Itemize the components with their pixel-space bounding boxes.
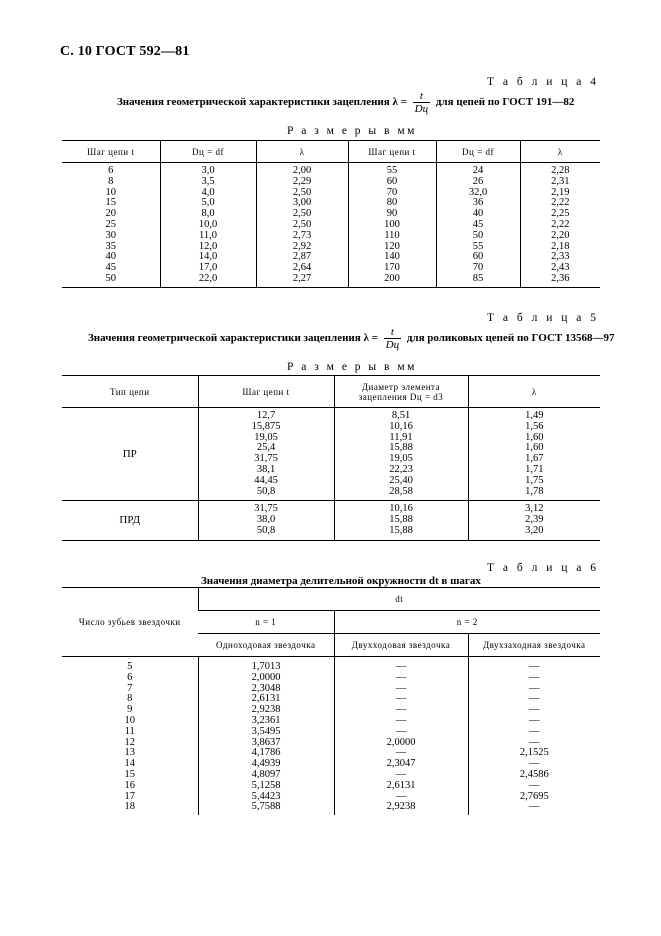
table-row	[62, 209, 600, 220]
table4-label: Т а б л и ц а 4	[486, 76, 599, 88]
table-value: 1,71	[525, 463, 544, 475]
table-row	[62, 501, 600, 540]
table-value: 3,20	[525, 524, 544, 536]
table-row	[62, 748, 600, 759]
table-cell: 60	[436, 252, 520, 263]
table-cell: 2,18	[520, 242, 600, 253]
table-cell-pitch	[198, 501, 334, 540]
table-cell: 2,22	[520, 198, 600, 209]
table-value: 1,60	[525, 442, 544, 454]
table-cell: 2,20	[520, 231, 600, 242]
t5-h-type: Тип цепи	[62, 376, 198, 408]
table-value: 19,05	[389, 453, 413, 465]
table-cell: 2,28	[520, 163, 600, 177]
table-value: 25,40	[389, 474, 413, 486]
table-cell: 2,6131	[198, 694, 334, 705]
table-cell: 35	[105, 240, 116, 252]
table-value: 10,16	[389, 420, 413, 432]
table5-frac-num: t	[390, 326, 394, 338]
table4-frac-num: t	[419, 90, 423, 102]
table-cell: 3,8637	[198, 738, 334, 749]
table-cell: 30	[105, 229, 116, 241]
table-value: 1,56	[525, 420, 544, 432]
table-cell: 22,0	[160, 274, 256, 287]
table6-body	[62, 657, 600, 816]
table-row	[62, 802, 600, 815]
table-cell: 2,4586	[468, 770, 600, 781]
table-cell: 2,19	[520, 188, 600, 199]
table-cell: —	[468, 781, 600, 792]
table-cell: 3,0	[160, 163, 256, 177]
table-cell: 6	[127, 671, 133, 683]
table-cell: 50	[62, 274, 160, 287]
t6-h-n1: n = 1	[198, 611, 334, 634]
table-cell: 170	[348, 263, 436, 274]
table-cell: 80	[348, 198, 436, 209]
table-row	[62, 792, 600, 803]
table-cell: —	[334, 684, 468, 695]
table-row	[62, 770, 600, 781]
table-cell: 8	[108, 175, 114, 187]
table-value: 15,88	[389, 524, 413, 536]
table4-fraction	[413, 90, 430, 115]
table-cell: 4,8097	[198, 770, 334, 781]
table-cell: 2,0000	[334, 738, 468, 749]
table-cell: 3,2361	[198, 716, 334, 727]
table-cell-diam	[334, 408, 468, 501]
table-value: 31,75	[254, 453, 278, 465]
table-row	[62, 408, 600, 501]
table-row	[62, 198, 600, 209]
table-cell: 55	[348, 163, 436, 177]
table-cell: 55	[436, 242, 520, 253]
table-value: 1,60	[525, 431, 544, 443]
table-cell: 200	[348, 274, 436, 287]
table-cell: —	[334, 705, 468, 716]
table-cell: 15	[124, 768, 135, 780]
table-row	[62, 274, 600, 287]
table-cell: 8,0	[160, 209, 256, 220]
table-row	[62, 694, 600, 705]
table-row	[62, 673, 600, 684]
table-cell: 2,00	[256, 163, 348, 177]
table6-caption: Значения диаметра делительной окружности dt в шагах	[201, 575, 481, 587]
table-cell: —	[468, 694, 600, 705]
table4-caption-after: для цепей по ГОСТ 191—82	[435, 96, 575, 109]
table-cell: 14,0	[160, 252, 256, 263]
table-cell: 36	[436, 198, 520, 209]
t6-h-double: Двухходовая звездочка	[334, 634, 468, 657]
table-cell-lambda	[468, 408, 600, 501]
table-value: 31,75	[254, 503, 278, 515]
table-cell: 10	[105, 186, 116, 198]
table-cell: 2,36	[520, 274, 600, 287]
table-cell: 17	[124, 790, 135, 802]
table-cell: 2,22	[520, 220, 600, 231]
table-cell: —	[468, 759, 600, 770]
table-value: 10,16	[389, 503, 413, 515]
table-cell: 2,43	[520, 263, 600, 274]
t4-h-lambda2: λ	[520, 141, 600, 163]
table-row	[62, 252, 600, 263]
table-value: 50,8	[256, 485, 276, 497]
table-cell: 2,33	[520, 252, 600, 263]
table4	[62, 140, 600, 288]
table-row	[62, 781, 600, 792]
table-cell: 7	[127, 682, 133, 694]
table5-caption	[88, 326, 615, 351]
table-cell: 8	[127, 693, 133, 705]
table-cell: 3,5	[160, 177, 256, 188]
table-cell: —	[468, 727, 600, 738]
table-cell: 26	[436, 177, 520, 188]
table-cell: 2,6131	[334, 781, 468, 792]
table4-caption-before: Значения геометрической характеристики зацепления λ =	[117, 96, 407, 109]
t4-h-pitch2: Шаг цепи t	[348, 141, 436, 163]
table-cell: 2,73	[256, 231, 348, 242]
table-cell: 13	[124, 747, 135, 759]
table-cell: 2,9238	[334, 802, 468, 815]
table-row	[62, 163, 600, 177]
table-value: 11,91	[389, 431, 413, 443]
table-row	[62, 220, 600, 231]
chain-type-cell: ПР	[62, 408, 198, 501]
table-cell: 2,25	[520, 209, 600, 220]
table-cell: 11	[124, 725, 135, 737]
table5-caption-after: для роликовых цепей по ГОСТ 13568—97	[406, 332, 615, 345]
table-value: 15,875	[251, 420, 281, 432]
table-value: 1,78	[525, 485, 544, 497]
table-row	[62, 716, 600, 727]
table-value: 38,1	[256, 463, 276, 475]
table-cell: 16	[124, 779, 135, 791]
table-cell-diam	[334, 501, 468, 540]
table-cell: —	[334, 792, 468, 803]
table-cell: 110	[348, 231, 436, 242]
table5-sizes: Р а з м е р ы в мм	[287, 361, 417, 373]
t6-h-n2: n = 2	[334, 611, 600, 634]
table-cell: 10,0	[160, 220, 256, 231]
table-cell-pitch	[198, 408, 334, 501]
chain-type-cell: ПРД	[62, 501, 198, 540]
table-cell: —	[468, 802, 600, 815]
table5-fraction	[384, 326, 401, 351]
table-value: 19,05	[254, 431, 278, 443]
table-cell: —	[468, 705, 600, 716]
table-cell: 70	[436, 263, 520, 274]
table-row	[62, 705, 600, 716]
table4-frac-den: Dц	[414, 103, 429, 115]
table-value: 1,75	[525, 474, 544, 486]
table-cell: 85	[436, 274, 520, 287]
table-cell: 40	[436, 209, 520, 220]
table-row	[62, 242, 600, 253]
table4-body	[62, 163, 600, 288]
table5	[62, 375, 600, 541]
table-cell: 2,87	[256, 252, 348, 263]
table-cell: —	[334, 716, 468, 727]
table-value: 28,58	[389, 485, 413, 497]
table-cell: 5,0	[160, 198, 256, 209]
table-cell: 24	[436, 163, 520, 177]
table-value: 15,88	[389, 442, 413, 454]
table6-label: Т а б л и ц а 6	[486, 562, 599, 574]
t4-h-d: Dц = df	[160, 141, 256, 163]
table-value: 44,45	[254, 474, 278, 486]
table-cell: 60	[348, 177, 436, 188]
table-cell: 14	[124, 758, 135, 770]
table-value: 1,49	[525, 410, 544, 421]
t5-h-diam: Диаметр элемента зацепления Dц = d3	[334, 376, 468, 408]
table-cell: 45	[105, 262, 116, 274]
table-cell-lambda	[468, 501, 600, 540]
table-cell: 4,4939	[198, 759, 334, 770]
table-cell: 2,31	[520, 177, 600, 188]
table-value: 2,39	[525, 514, 544, 526]
t4-h-lambda: λ	[256, 141, 348, 163]
table-cell: 2,50	[256, 188, 348, 199]
table-cell: —	[468, 673, 600, 684]
table-row	[62, 263, 600, 274]
table-cell: —	[334, 770, 468, 781]
table-value: 15,88	[389, 514, 413, 526]
t6-h-single: Одноходовая звездочка	[198, 634, 334, 657]
table-cell: 12,0	[160, 242, 256, 253]
table-cell: —	[334, 694, 468, 705]
table-row	[62, 188, 600, 199]
table-cell: 18	[124, 801, 135, 813]
table-cell: 4,0	[160, 188, 256, 199]
table-cell: —	[334, 727, 468, 738]
table5-frac-den: Dц	[385, 339, 400, 351]
table-cell: —	[334, 657, 468, 673]
table-cell: 5,7588	[198, 802, 334, 815]
table-cell: 17,0	[160, 263, 256, 274]
table-row	[62, 177, 600, 188]
table-cell: —	[334, 748, 468, 759]
t6-h-dt: dt	[198, 588, 600, 611]
table6	[62, 587, 600, 815]
table-value: 12,7	[256, 410, 276, 421]
table4-caption	[117, 90, 574, 115]
table-cell: 2,3047	[334, 759, 468, 770]
table-cell: 32,0	[436, 188, 520, 199]
table-cell: 2,3048	[198, 684, 334, 695]
table-row	[62, 231, 600, 242]
table-cell: 50	[436, 231, 520, 242]
table-value: 3,12	[525, 503, 544, 515]
table-cell: 90	[348, 209, 436, 220]
table5-label: Т а б л и ц а 5	[486, 312, 599, 324]
table-cell: 6	[108, 165, 114, 176]
t6-h-twostart: Двухзаходная звездочка	[468, 634, 600, 657]
table-cell: 2,7695	[468, 792, 600, 803]
table-cell: 2,50	[256, 220, 348, 231]
table-value: 22,23	[389, 463, 413, 475]
table-cell: 100	[348, 220, 436, 231]
table-cell: 5,1258	[198, 781, 334, 792]
table-value: 25,4	[256, 442, 276, 454]
table-cell: 120	[348, 242, 436, 253]
table-cell: 2,92	[256, 242, 348, 253]
table-cell: 1,7013	[198, 657, 334, 673]
t5-h-lambda: λ	[468, 376, 600, 408]
table-cell: 10	[124, 714, 135, 726]
table-cell: 2,9238	[198, 705, 334, 716]
table-cell: 12	[124, 736, 135, 748]
table-cell: 2,64	[256, 263, 348, 274]
table-cell: 25	[105, 218, 116, 230]
table-cell: 3,5495	[198, 727, 334, 738]
table-cell: 9	[127, 704, 133, 716]
table-cell: 4,1786	[198, 748, 334, 759]
table-cell: 5,4423	[198, 792, 334, 803]
table-value: 50,8	[256, 524, 276, 536]
table-cell: 2,29	[256, 177, 348, 188]
table-cell: —	[334, 673, 468, 684]
table-cell: 70	[348, 188, 436, 199]
table-cell: —	[468, 738, 600, 749]
table-cell: 5	[127, 661, 133, 672]
table-value: 1,67	[525, 453, 544, 465]
table-cell: 2,50	[256, 209, 348, 220]
table-cell: —	[468, 684, 600, 695]
table-cell: 15	[105, 197, 116, 209]
table-value: 38,0	[256, 514, 276, 526]
table-cell: 3,00	[256, 198, 348, 209]
table-cell: —	[468, 657, 600, 673]
table-cell: 140	[348, 252, 436, 263]
table-cell: —	[468, 716, 600, 727]
table-row	[62, 684, 600, 695]
table-cell: 2,1525	[468, 748, 600, 759]
t5-h-pitch: Шаг цепи t	[198, 376, 334, 408]
t4-h-d2: Dц = df	[436, 141, 520, 163]
table-cell: 2,0000	[198, 673, 334, 684]
page-header: С. 10 ГОСТ 592—81	[60, 44, 190, 59]
table-cell: 2,27	[256, 274, 348, 287]
t6-h-teeth: Число зубьев звездочки	[62, 588, 198, 657]
table-cell: 20	[105, 208, 116, 220]
table-row	[62, 657, 600, 673]
table-cell: 45	[436, 220, 520, 231]
table-row	[62, 727, 600, 738]
table5-body	[62, 408, 600, 541]
table-value: 8,51	[391, 410, 411, 421]
table-cell: 40	[105, 251, 116, 263]
table4-sizes: Р а з м е р ы в мм	[287, 125, 417, 137]
table-cell: 11,0	[160, 231, 256, 242]
table5-caption-before: Значения геометрической характеристики зацепления λ =	[88, 332, 378, 345]
t4-h-pitch: Шаг цепи t	[62, 141, 160, 163]
